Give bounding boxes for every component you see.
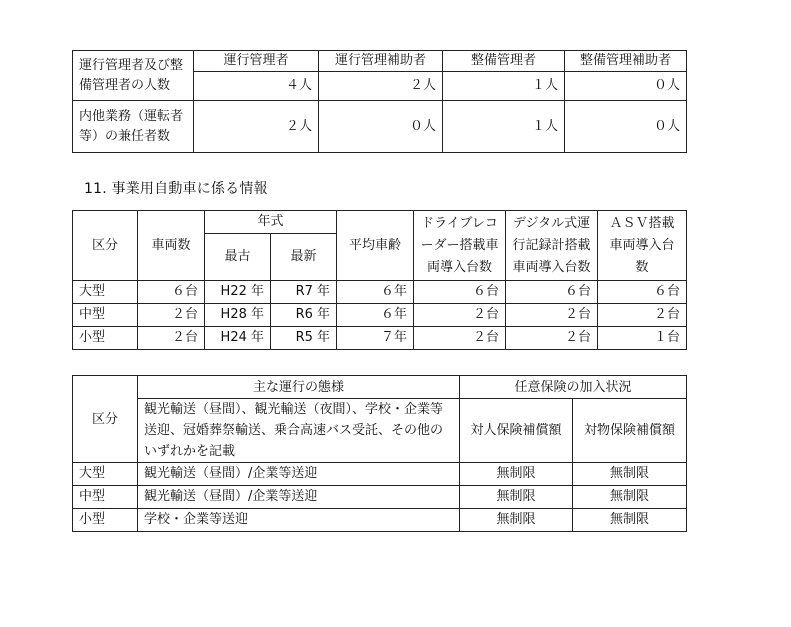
operation-h-personal: 対人保険補償額 xyxy=(460,399,573,463)
vehicle-oldest: H22 年 xyxy=(205,281,271,304)
vehicle-avg-age: ７年 xyxy=(337,327,414,350)
staff-table xyxy=(72,50,687,153)
staff-count: ２人 xyxy=(319,72,443,101)
table-row xyxy=(73,304,687,327)
table-row xyxy=(73,281,687,304)
staff-col-operation-manager: 運行管理者 xyxy=(194,51,319,72)
operation-personal: 無制限 xyxy=(460,463,573,486)
vehicle-asv: １台 xyxy=(598,327,687,350)
vehicle-drive-recorder: ２台 xyxy=(414,304,506,327)
operation-category: 中型 xyxy=(73,486,138,509)
section-title: 11. 事業用自動車に係る情報 xyxy=(84,181,268,197)
vehicle-newest: R5 年 xyxy=(271,327,337,350)
vehicle-digital-tacho: ６台 xyxy=(506,281,598,304)
operation-personal: 無制限 xyxy=(460,486,573,509)
vehicle-h-newest: 最新 xyxy=(271,234,337,281)
concurrent-row-header: 内他業務（運転者等）の兼任者数 xyxy=(73,101,194,153)
operation-category: 小型 xyxy=(73,509,138,532)
operation-h-insurance: 任意保険の加入状況 xyxy=(460,376,687,399)
vehicle-count: ６台 xyxy=(138,281,205,304)
operation-h-category: 区分 xyxy=(73,376,138,463)
vehicle-table xyxy=(72,210,687,350)
vehicle-asv: ２台 xyxy=(598,304,687,327)
staff-col-maintenance-assistant: 整備管理補助者 xyxy=(565,51,687,72)
concurrent-count: ２人 xyxy=(194,101,319,153)
vehicle-avg-age: ６年 xyxy=(337,304,414,327)
table-row xyxy=(73,327,687,350)
staff-col-operation-assistant: 運行管理補助者 xyxy=(319,51,443,72)
staff-col-maintenance-manager: 整備管理者 xyxy=(443,51,565,72)
vehicle-drive-recorder: ６台 xyxy=(414,281,506,304)
vehicle-digital-tacho: ２台 xyxy=(506,304,598,327)
operation-property: 無制限 xyxy=(573,463,687,486)
operation-table xyxy=(72,375,687,532)
vehicle-h-count: 車両数 xyxy=(138,211,205,281)
operation-property: 無制限 xyxy=(573,486,687,509)
vehicle-digital-tacho: ２台 xyxy=(506,327,598,350)
vehicle-h-avg-age: 平均車齢 xyxy=(337,211,414,281)
vehicle-drive-recorder: ２台 xyxy=(414,327,506,350)
staff-row-header: 運行管理者及び整備管理者の人数 xyxy=(73,51,194,101)
operation-h-main-op-note: 観光輸送（昼間）、観光輸送（夜間）、学校・企業等送迎、冠婚葬祭輸送、乗合高速バス受託、その他のいずれかを記載 xyxy=(138,399,460,463)
concurrent-count: ０人 xyxy=(319,101,443,153)
staff-count: ０人 xyxy=(565,72,687,101)
staff-count: １人 xyxy=(443,72,565,101)
vehicle-category: 小型 xyxy=(73,327,138,350)
vehicle-category: 中型 xyxy=(73,304,138,327)
operation-category: 大型 xyxy=(73,463,138,486)
operation-property: 無制限 xyxy=(573,509,687,532)
table-row xyxy=(73,463,687,486)
vehicle-newest: R7 年 xyxy=(271,281,337,304)
operation-h-main-op: 主な運行の態様 xyxy=(138,376,460,399)
vehicle-count: ２台 xyxy=(138,304,205,327)
table-row xyxy=(73,509,687,532)
vehicle-asv: ６台 xyxy=(598,281,687,304)
vehicle-newest: R6 年 xyxy=(271,304,337,327)
operation-main: 学校・企業等送迎 xyxy=(138,509,460,532)
staff-count: ４人 xyxy=(194,72,319,101)
vehicle-h-year: 年式 xyxy=(205,211,337,234)
vehicle-avg-age: ６年 xyxy=(337,281,414,304)
vehicle-h-oldest: 最古 xyxy=(205,234,271,281)
concurrent-count: １人 xyxy=(443,101,565,153)
concurrent-count: ０人 xyxy=(565,101,687,153)
vehicle-h-digital-tacho: デジタル式運行記録計搭載車両導入台数 xyxy=(506,211,598,281)
operation-h-property: 対物保険補償額 xyxy=(573,399,687,463)
vehicle-oldest: H24 年 xyxy=(205,327,271,350)
operation-personal: 無制限 xyxy=(460,509,573,532)
vehicle-category: 大型 xyxy=(73,281,138,304)
operation-main: 観光輸送（昼間）/企業等送迎 xyxy=(138,463,460,486)
table-row xyxy=(73,486,687,509)
vehicle-h-category: 区分 xyxy=(73,211,138,281)
vehicle-oldest: H28 年 xyxy=(205,304,271,327)
vehicle-h-drive-recorder: ドライブレコーダー搭載車両導入台数 xyxy=(414,211,506,281)
vehicle-count: ２台 xyxy=(138,327,205,350)
vehicle-h-asv: ＡＳＶ搭載車両導入台数 xyxy=(598,211,687,281)
operation-main: 観光輸送（昼間）/企業等送迎 xyxy=(138,486,460,509)
